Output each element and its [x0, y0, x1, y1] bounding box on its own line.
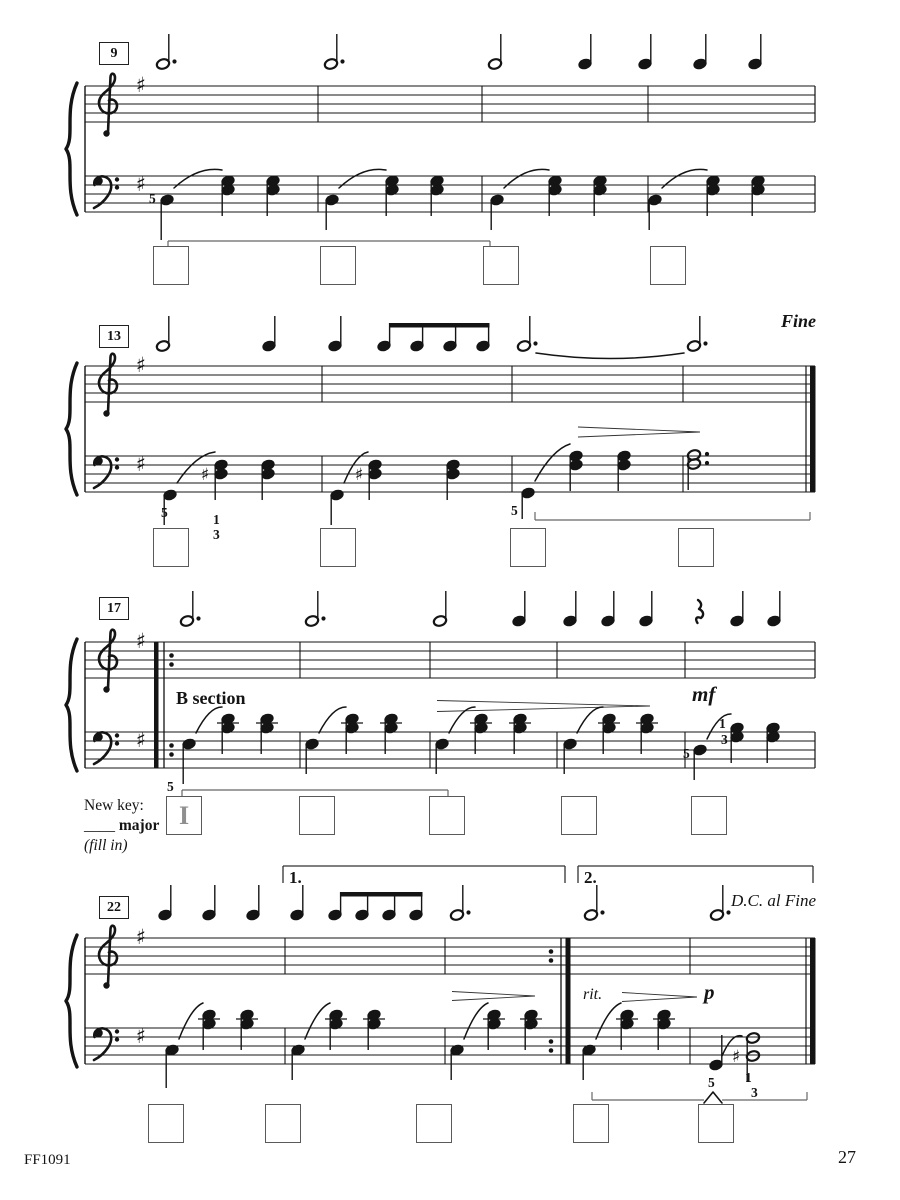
bass-clef	[115, 185, 119, 189]
slur	[179, 1003, 203, 1039]
augmentation-dot	[321, 616, 325, 620]
fine-marking: Fine	[780, 311, 816, 331]
hairpin-decrescendo	[452, 996, 535, 1001]
slur	[305, 1003, 330, 1039]
grand-staff-brace	[66, 639, 77, 771]
repeat-dot	[169, 653, 174, 658]
key-signature-sharp: ♯	[135, 452, 147, 476]
bass-clef	[115, 733, 119, 737]
quarter-rest	[696, 600, 703, 623]
treble-clef	[99, 926, 117, 984]
augmentation-dot	[726, 910, 730, 914]
key-signature-sharp: ♯	[135, 728, 147, 752]
accidental-sharp: ♯	[354, 465, 364, 485]
harmony-fill-in-box	[561, 796, 597, 835]
repeat-dot	[169, 752, 174, 757]
harmony-fill-in-box	[573, 1104, 609, 1143]
key-signature-sharp: ♯	[135, 925, 147, 949]
treble-clef	[103, 686, 109, 692]
slur	[196, 707, 222, 733]
slur	[536, 353, 684, 359]
ending-label: 1.	[289, 868, 302, 887]
bass-clef	[115, 457, 119, 461]
fingering-label: 3	[721, 732, 728, 747]
measure-number-box: 22	[99, 896, 129, 919]
new-key-blank: ____	[84, 817, 115, 834]
fingering-label: 3	[213, 527, 220, 542]
fingering-label: 5	[511, 503, 518, 518]
harmony-fill-in-box	[265, 1104, 301, 1143]
new-key-line2	[84, 816, 159, 836]
b-section-label: B section	[176, 688, 246, 708]
fingering-label: 5	[683, 746, 690, 761]
repeat-dot	[169, 662, 174, 667]
harmony-fill-in-box	[166, 796, 202, 835]
end-repeat-barline	[566, 938, 571, 1064]
repeat-dot	[549, 1048, 554, 1053]
ending-label: 2.	[584, 868, 597, 887]
slur	[177, 452, 215, 483]
roman-numeral-label: I	[178, 800, 190, 830]
new-key-line1: New key:	[84, 797, 144, 814]
fingering-label: 5	[161, 505, 168, 520]
harmony-fill-in-box	[510, 528, 546, 567]
caret-mark	[704, 1092, 722, 1103]
mf-dynamic: mf	[692, 682, 716, 706]
final-barline	[810, 366, 816, 492]
hairpin-decrescendo	[622, 993, 697, 998]
harmony-fill-in-box	[483, 246, 519, 285]
new-key-word: major	[118, 817, 160, 834]
accidental-sharp: ♯	[200, 465, 210, 485]
page-number: 27	[838, 1147, 856, 1167]
slur	[464, 1003, 488, 1039]
augmentation-dot	[466, 910, 470, 914]
harmony-fill-in-box	[698, 1104, 734, 1143]
augmentation-dot	[172, 59, 176, 63]
grand-staff-brace	[66, 935, 77, 1067]
hairpin-decrescendo	[622, 997, 697, 1002]
key-signature-sharp: ♯	[135, 353, 147, 377]
harmony-fill-in-box	[320, 246, 356, 285]
harmony-fill-in-box	[299, 796, 335, 835]
harmony-fill-in-box	[650, 246, 686, 285]
harmony-fill-in-box	[691, 796, 727, 835]
repeat-dot	[169, 743, 174, 748]
augmentation-dot	[705, 452, 709, 456]
augmentation-dot	[600, 910, 604, 914]
catalog-number: FF1091	[24, 1152, 71, 1168]
repeat-dot	[549, 949, 554, 954]
slur	[319, 707, 346, 733]
harmony-fill-in-box	[429, 796, 465, 835]
treble-clef	[103, 410, 109, 416]
measure-number-box: 13	[99, 325, 129, 348]
treble-clef	[103, 130, 109, 136]
treble-clef	[99, 630, 117, 688]
fingering-label: 5	[167, 779, 174, 794]
hairpin-decrescendo	[452, 992, 535, 997]
measure-number-box: 17	[99, 597, 129, 620]
slur	[596, 1003, 621, 1039]
slur	[535, 444, 570, 481]
augmentation-dot	[340, 59, 344, 63]
fingering-label: 5	[149, 191, 156, 206]
harmony-fill-in-box	[148, 1104, 184, 1143]
key-signature-sharp: ♯	[135, 73, 147, 97]
repeat-dot	[549, 1039, 554, 1044]
hairpin-decrescendo	[437, 701, 650, 707]
bass-clef	[115, 1037, 119, 1041]
beam	[389, 323, 490, 328]
fingering-label: 1	[745, 1070, 752, 1085]
augmentation-dot	[705, 461, 709, 465]
grand-staff-brace	[66, 363, 77, 495]
harmony-fill-in-box	[153, 528, 189, 567]
harmony-fill-in-box	[678, 528, 714, 567]
rit-marking: rit.	[583, 986, 603, 1003]
treble-clef	[103, 982, 109, 988]
slur	[577, 707, 603, 733]
accidental-sharp: ♯	[731, 1047, 741, 1067]
bass-clef	[115, 465, 119, 469]
treble-clef	[99, 74, 117, 132]
p-dynamic: p	[704, 980, 715, 1004]
beam	[340, 892, 423, 897]
hairpin-decrescendo	[578, 427, 700, 432]
new-key-fill-in: (fill in)	[84, 837, 128, 854]
augmentation-dot	[533, 341, 537, 345]
bass-clef	[115, 741, 119, 745]
harmony-fill-in-box	[416, 1104, 452, 1143]
bass-clef	[115, 177, 119, 181]
augmentation-dot	[703, 341, 707, 345]
repeat-dot	[549, 958, 554, 963]
key-signature-sharp: ♯	[135, 1024, 147, 1048]
grand-staff-brace	[66, 83, 77, 215]
begin-repeat-barline	[154, 642, 159, 768]
measure-number-box: 9	[99, 42, 129, 65]
key-signature-sharp: ♯	[135, 629, 147, 653]
fingering-label: 1	[213, 512, 220, 527]
hairpin-decrescendo	[578, 432, 700, 437]
harmony-fill-in-box	[153, 246, 189, 285]
new-key-prompt	[84, 796, 159, 856]
fingering-label: 3	[751, 1085, 758, 1100]
harmony-fill-in-box	[320, 528, 356, 567]
dc-al-fine-marking: D.C. al Fine	[731, 891, 816, 910]
fingering-label: 1	[719, 716, 726, 731]
final-barline	[810, 938, 816, 1064]
treble-clef	[99, 354, 117, 412]
bass-clef	[115, 1029, 119, 1033]
augmentation-dot	[196, 616, 200, 620]
key-signature-sharp: ♯	[135, 172, 147, 196]
fingering-label: 5	[708, 1075, 715, 1090]
